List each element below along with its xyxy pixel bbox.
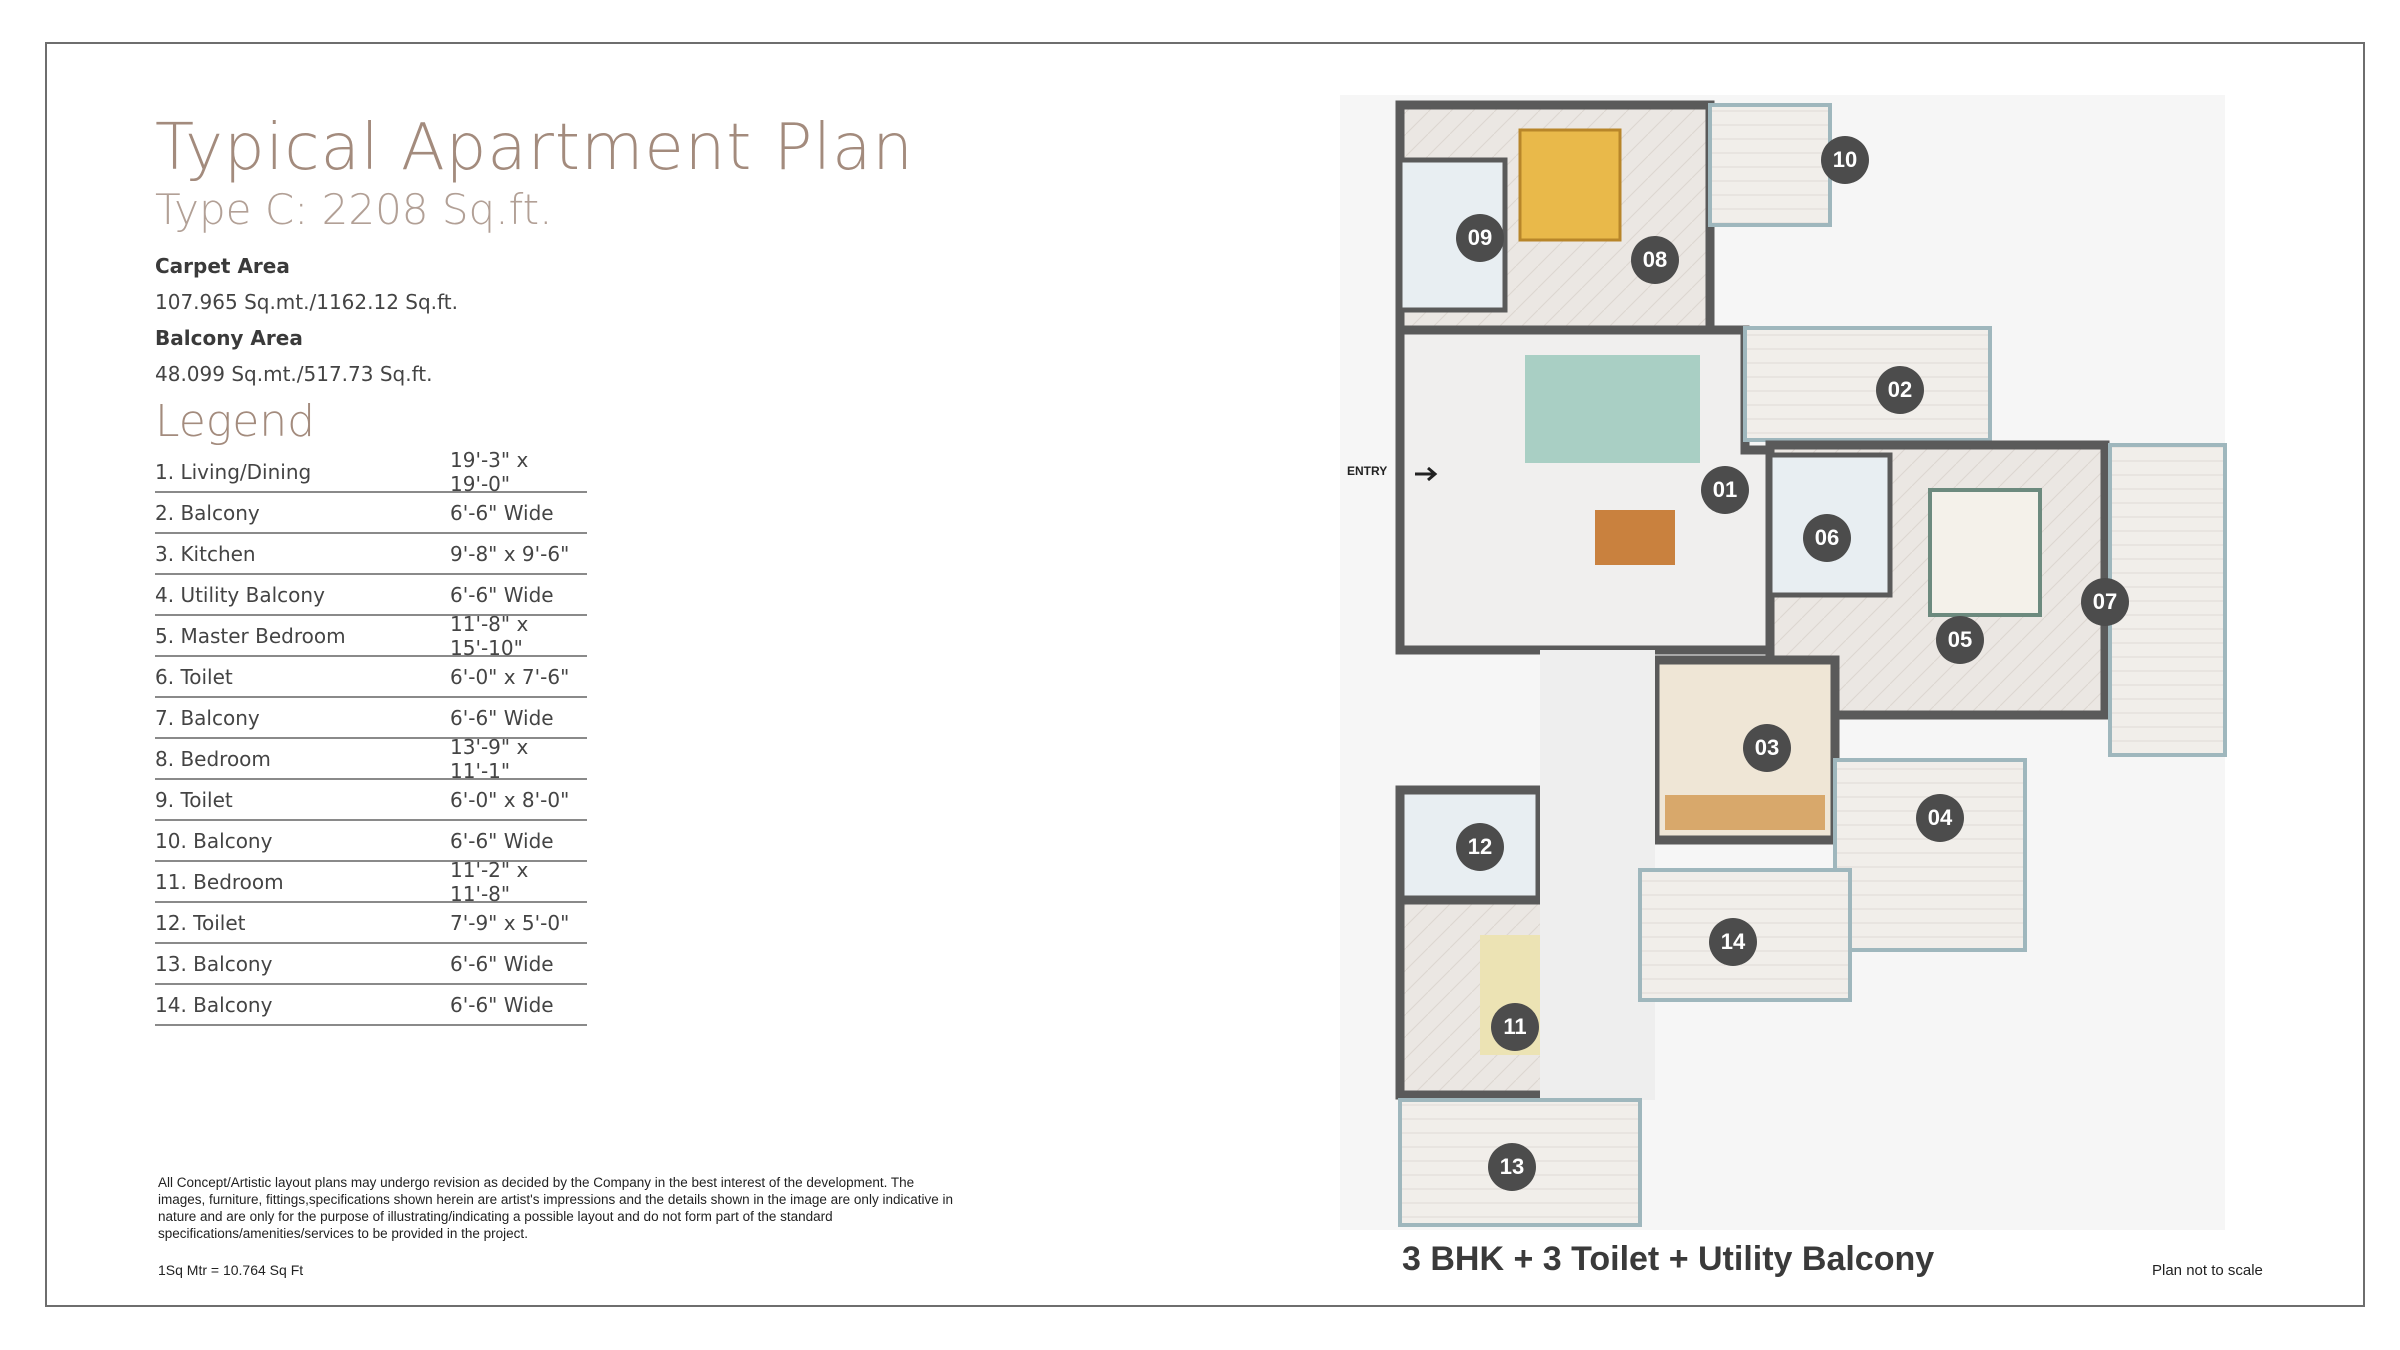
legend-room-name: 7. Balcony [155,705,260,730]
room-number-badge: 13 [1488,1143,1536,1191]
legend-room-dimension: 6'-6" Wide [450,992,554,1017]
room-balcony-02 [1745,328,1990,440]
legend-row [155,575,587,616]
room-number-badge: 02 [1876,366,1924,414]
legend-room-name: 12. Toilet [155,910,246,935]
legend-room-dimension: 19'-3" x 19'-0" [450,447,529,496]
balcony-area-value: 48.099 Sq.mt./517.73 Sq.ft. [155,362,433,386]
legend-room-dimension: 6'-6" Wide [450,951,554,976]
legend-table [155,447,587,1026]
legend-row [155,734,587,783]
page-subtitle: Type C: 2208 Sq.ft. [155,185,553,234]
legend-room-name: 3. Kitchen [155,541,256,566]
legend-row [155,944,587,985]
legend-row [155,857,587,906]
legend-row [155,657,587,698]
balcony-area-label: Balcony Area [155,326,303,350]
corridor [1540,650,1655,1100]
legend-room-dimension: 6'-6" Wide [450,705,554,730]
carpet-area-value: 107.965 Sq.mt./1162.12 Sq.ft. [155,290,458,314]
legend-room-name: 8. Bedroom [155,746,271,771]
scale-note: Plan not to scale [2152,1262,2263,1279]
legend-room-dimension: 7'-9" x 5'-0" [450,910,570,935]
configuration-caption: 3 BHK + 3 Toilet + Utility Balcony [1402,1240,1935,1278]
legend-row [155,698,587,739]
room-number-badge: 14 [1709,918,1757,966]
room-number-badge: 07 [2081,578,2129,626]
floor-plan [1340,90,2230,1240]
legend-row [155,447,587,496]
legend-room-dimension: 9'-8" x 9'-6" [450,541,570,566]
legend-room-name: 4. Utility Balcony [155,582,325,607]
room-utility-balcony-04 [1835,760,2025,950]
legend-row [155,903,587,944]
legend-room-name: 10. Balcony [155,828,273,853]
legend-row [155,985,587,1026]
room-number-badge: 09 [1456,214,1504,262]
area-summary [155,248,458,392]
legend-room-name: 6. Toilet [155,664,233,689]
legend-room-name: 9. Toilet [155,787,233,812]
bed-08 [1520,130,1620,240]
room-number-badge: 11 [1491,1003,1539,1051]
legend-room-dimension: 6'-6" Wide [450,500,554,525]
legend-room-dimension: 6'-6" Wide [450,828,554,853]
disclaimer-text: All Concept/Artistic layout plans may undergo revision as decided by the Company in the best interest of the development. The images, furniture, fittings,specifications shown herein are artist's impressions and the details shown in the image are only indicative in nature and are only for the purpose of illustrating/indicating a possible layout and do not form part of the standard specifications/amenities/services to be provided in the project. [158,1175,953,1241]
kitchen-counter [1665,795,1825,830]
legend-room-dimension: 6'-0" x 7'-6" [450,664,570,689]
room-number-badge: 10 [1821,136,1869,184]
legend-room-name: 1. Living/Dining [155,459,312,484]
legend-row [155,611,587,660]
master-bed [1930,490,2040,615]
page-title: Typical Apartment Plan [155,111,914,185]
unit-conversion-note: 1Sq Mtr = 10.764 Sq Ft [158,1262,304,1278]
room-number-badge: 04 [1916,794,1964,842]
legend-row [155,493,587,534]
legend-room-dimension: 13'-9" x 11'-1" [450,734,529,783]
floor-plan-drawing [1340,90,2230,1240]
legend-row [155,821,587,862]
room-number-badge: 03 [1743,724,1791,772]
legend-room-name: 13. Balcony [155,951,273,976]
living-rug [1525,355,1700,463]
carpet-area-label: Carpet Area [155,254,290,278]
legend-room-name: 11. Bedroom [155,869,284,894]
room-number-badge: 06 [1803,514,1851,562]
legend-row [155,780,587,821]
dining-table [1595,510,1675,565]
legend-room-name: 5. Master Bedroom [155,623,346,648]
legend-title: Legend [155,396,316,447]
legend-room-dimension: 6'-0" x 8'-0" [450,787,570,812]
legend-room-name: 2. Balcony [155,500,260,525]
legend-room-dimension: 11'-8" x 15'-10" [450,611,529,660]
room-number-badge: 05 [1936,616,1984,664]
room-number-badge: 08 [1631,236,1679,284]
room-number-badge: 01 [1701,466,1749,514]
legend-room-dimension: 11'-2" x 11'-8" [450,857,529,906]
legend-room-name: 14. Balcony [155,992,273,1017]
legend-room-dimension: 6'-6" Wide [450,582,554,607]
entry-label: ENTRY [1347,464,1388,478]
room-number-badge: 12 [1456,823,1504,871]
room-balcony-10 [1710,105,1830,225]
legend-row [155,534,587,575]
